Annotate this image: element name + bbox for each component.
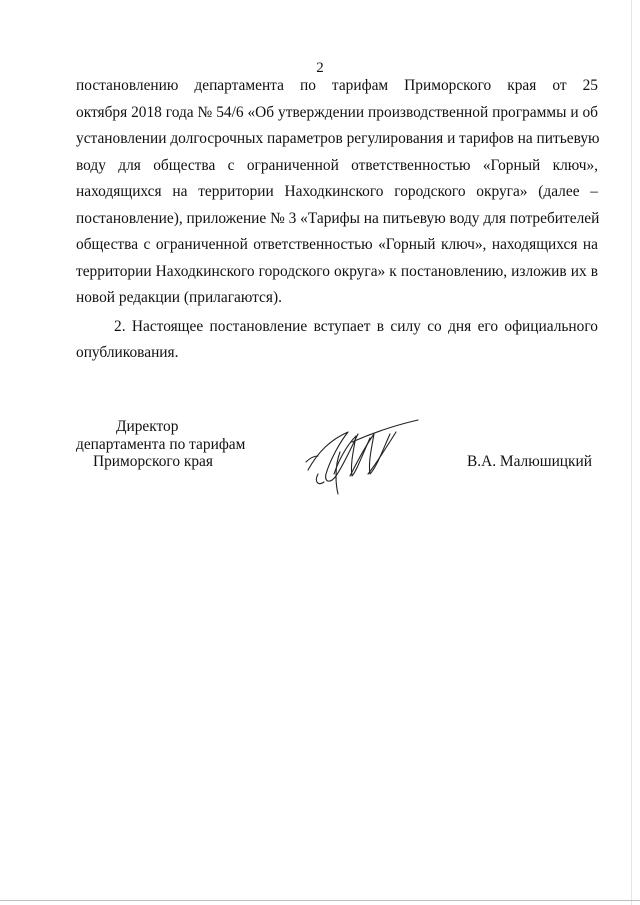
- signatory-title-line: Директор: [116, 418, 179, 435]
- document-body: [76, 73, 598, 367]
- paragraph-2: [76, 314, 598, 367]
- text-line: установлении долгосрочных параметров регулирования и тарифов на питьевую: [76, 130, 600, 147]
- text-line: постановление), приложение № 3 «Тарифы на питьевую воду для потребителей: [76, 209, 600, 227]
- text-line: находящихся на территории Находкинского городского округа» (далее –: [76, 183, 598, 200]
- text-line: 2. Настоящее постановление вступает в силу со дня его официального: [114, 317, 598, 335]
- text-line: постановлению департамента по тарифам Приморского края от 25: [76, 77, 598, 94]
- text-line: опубликования.: [76, 344, 179, 361]
- signatory-title-line: департамента по тарифам: [76, 435, 246, 453]
- text-line: новой редакции (прилагаются).: [76, 289, 282, 306]
- handwritten-signature: [300, 412, 425, 497]
- scan-edge: [631, 0, 632, 905]
- paragraph-1: [76, 73, 598, 312]
- text-line: общества с ограниченной ответственностью «Горный ключ», находящихся на: [76, 236, 598, 253]
- page-number: 2: [316, 60, 324, 76]
- signatory-title: [76, 418, 276, 471]
- text-line: воду для общества с ограниченной ответственностью «Горный ключ»,: [76, 156, 598, 174]
- page-bottom-edge: [0, 900, 640, 901]
- text-line: октября 2018 года № 54/6 «Об утверждении производственной программы и об: [76, 103, 598, 121]
- signatory-name: В.А. Малюшицкий: [466, 453, 592, 470]
- signatory-title-line: Приморского края: [93, 453, 213, 470]
- text-line: территории Находкинского городского округа» к постановлению, изложив их в: [76, 262, 598, 280]
